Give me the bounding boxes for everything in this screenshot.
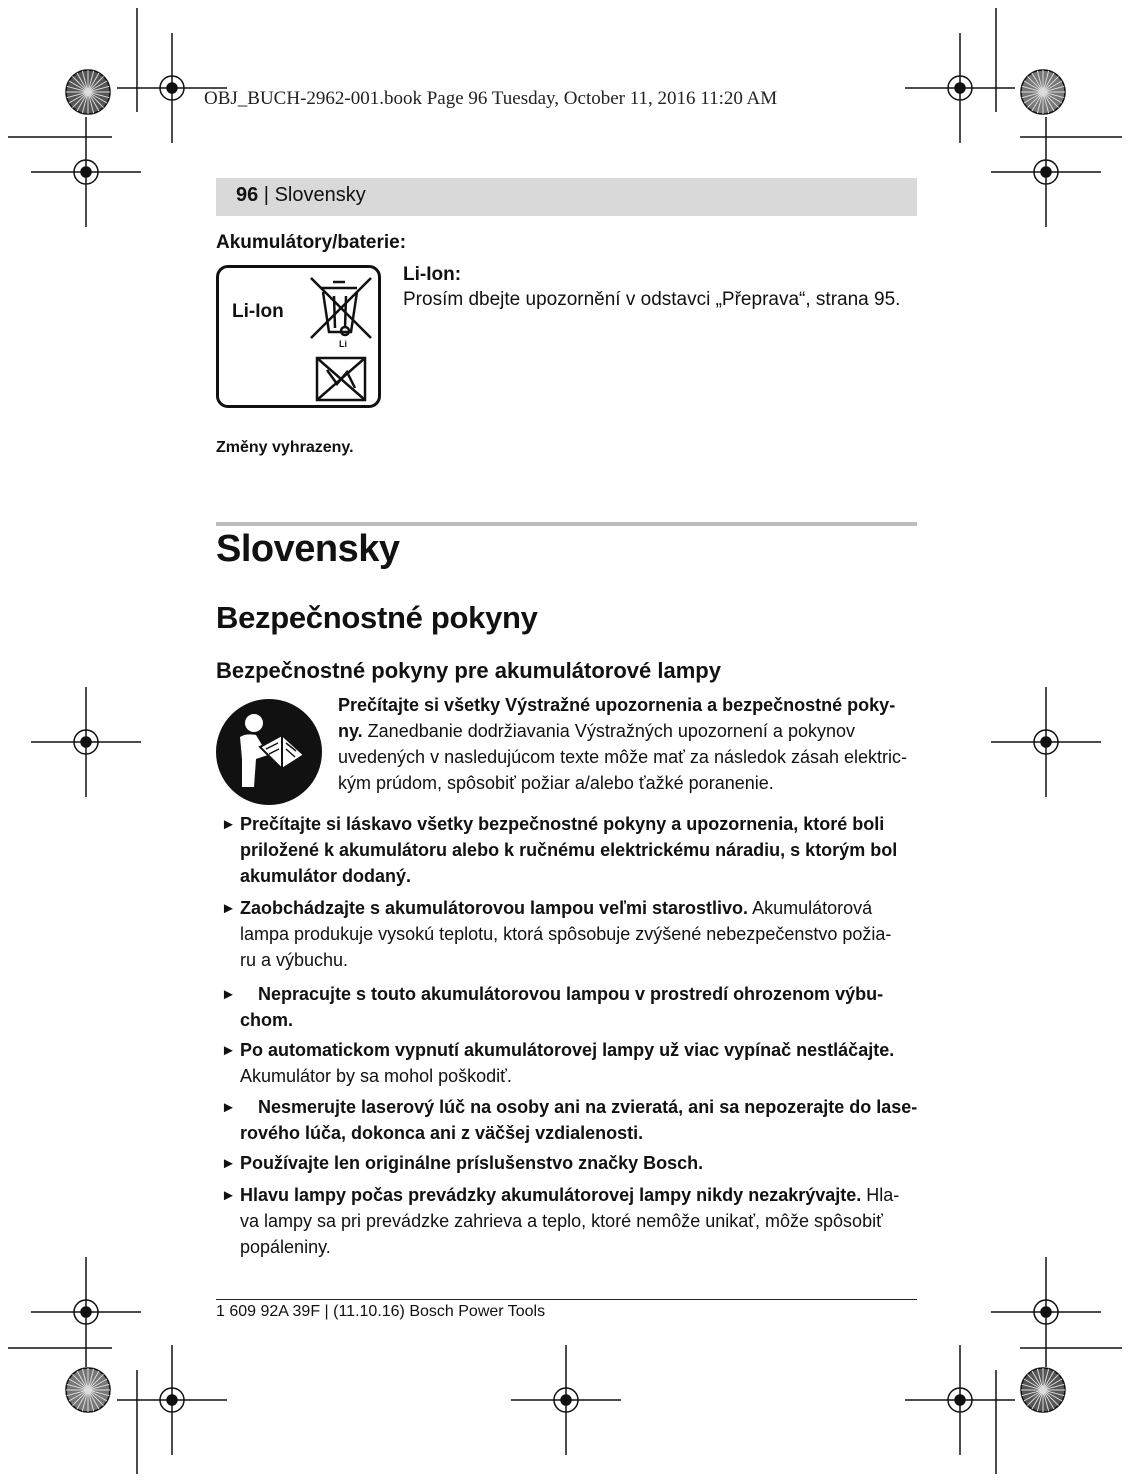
bold-text: rového lúča, dokonca ani z väčšej vzdialenosti. bbox=[240, 1123, 644, 1143]
page-title: Slovensky bbox=[216, 528, 400, 570]
batteries-heading: Akumulátory/baterie: bbox=[216, 232, 407, 253]
list-item-line bbox=[258, 1097, 917, 1118]
body-text: lampa produkuje vysokú teplotu, ktorá spôsobuje zvýšené nebezpečenstvo požia- bbox=[240, 924, 892, 944]
bullet-arrow-icon: ► bbox=[221, 816, 236, 833]
body-text: Hla- bbox=[861, 1185, 900, 1205]
intro-line bbox=[338, 695, 895, 716]
bullet-arrow-icon: ► bbox=[221, 1099, 236, 1116]
list-item-line bbox=[240, 866, 411, 887]
bold-text: chom. bbox=[240, 1010, 294, 1030]
list-item-line bbox=[240, 1211, 883, 1232]
running-header bbox=[236, 184, 366, 207]
disposal-symbol-box bbox=[216, 265, 381, 408]
li-mark: Li bbox=[339, 339, 347, 349]
body-text: Akumulátorová bbox=[748, 898, 873, 918]
list-item-line bbox=[240, 1153, 703, 1174]
liion-heading: Li-Ion: bbox=[403, 264, 462, 285]
section-heading: Bezpečnostné pokyny bbox=[216, 600, 538, 635]
page-number: 96 bbox=[236, 184, 259, 206]
bold-text: Po automatickom vypnutí akumulátorovej lampy už viac vypínač nestláčajte. bbox=[240, 1040, 895, 1060]
bold-text: akumulátor dodaný. bbox=[240, 866, 412, 886]
list-item-line bbox=[240, 950, 348, 971]
bold-text: priložené k akumulátoru alebo k ručnému elektrickému náradiu, s ktorým bol bbox=[240, 840, 898, 860]
bold-text: Zaobchádzajte s akumulátorovou lampou veľmi starostlivo. bbox=[240, 898, 749, 918]
list-item-line bbox=[258, 984, 883, 1005]
body-text: popáleniny. bbox=[240, 1237, 331, 1257]
list-item-line bbox=[240, 1123, 643, 1144]
list-item-line bbox=[240, 814, 884, 835]
bold-text: Nesmerujte laserový lúč na osoby ani na zvieratá, ani sa nepozerajte do lase- bbox=[258, 1097, 918, 1117]
changes-note: Změny vyhrazeny. bbox=[216, 439, 354, 456]
bullet-arrow-icon: ► bbox=[221, 1155, 236, 1172]
body-text: Zanedbanie dodržiavania Výstražných upozornení a pokynov bbox=[362, 721, 855, 741]
section-rule bbox=[216, 522, 917, 526]
body-text: ru a výbuchu. bbox=[240, 950, 349, 970]
bullet-arrow-icon: ► bbox=[221, 900, 236, 917]
print-slug: OBJ_BUCH-2962-001.book Page 96 Tuesday, October 11, 2016 11:20 AM bbox=[204, 88, 778, 109]
header-separator: | bbox=[258, 184, 275, 206]
bold-text: Prečítajte si všetky Výstražné upozornenia a bezpečnostné poky- bbox=[338, 695, 896, 715]
bullet-arrow-icon: ► bbox=[221, 1042, 236, 1059]
list-item-line bbox=[240, 1040, 894, 1061]
list-item-line bbox=[240, 898, 872, 919]
intro-line bbox=[338, 747, 907, 768]
crossed-bin-icon bbox=[303, 272, 379, 404]
body-text: uvedených v nasledujúcom texte môže mať za následok zásah elektric- bbox=[338, 747, 908, 767]
bullet-arrow-icon: ► bbox=[221, 986, 236, 1003]
bold-text: Nepracujte s touto akumulátorovou lampou v prostredí ohrozenom výbu- bbox=[258, 984, 884, 1004]
body-text: Akumulátor by sa mohol poškodiť. bbox=[240, 1066, 512, 1086]
list-item-line bbox=[240, 1066, 512, 1087]
bold-text: Hlavu lampy počas prevádzky akumulátorovej lampy nikdy nezakrývajte. bbox=[240, 1185, 862, 1205]
bold-text: Používajte len originálne príslušenstvo značky Bosch. bbox=[240, 1153, 704, 1173]
list-item-line bbox=[240, 924, 891, 945]
list-item-line bbox=[240, 840, 897, 861]
liion-icon-label: Li-Ion bbox=[232, 301, 284, 322]
liion-text: Prosím dbejte upozornění v odstavci „Přeprava“, strana 95. bbox=[403, 289, 901, 310]
intro-line bbox=[338, 773, 774, 794]
list-item-line bbox=[240, 1237, 331, 1258]
bold-text: Prečítajte si láskavo všetky bezpečnostné pokyny a upozornenia, ktoré boli bbox=[240, 814, 885, 834]
header-section: Slovensky bbox=[274, 184, 366, 206]
page-footer: 1 609 92A 39F | (11.10.16) Bosch Power Tools bbox=[216, 1303, 546, 1320]
footer-rule bbox=[216, 1299, 917, 1300]
bullet-arrow-icon: ► bbox=[221, 1187, 236, 1204]
subsection-heading: Bezpečnostné pokyny pre akumulátorové lampy bbox=[216, 658, 721, 683]
body-text: va lampy sa pri prevádzke zahrieva a teplo, ktoré nemôže unikať, môže spôsobiť bbox=[240, 1211, 883, 1231]
read-manual-icon bbox=[216, 699, 322, 805]
body-text: kým prúdom, spôsobiť požiar a/alebo ťažké poranenie. bbox=[338, 773, 774, 793]
bold-text: ny. bbox=[338, 721, 363, 741]
intro-line bbox=[338, 721, 855, 742]
list-item-line bbox=[240, 1185, 899, 1206]
list-item-line bbox=[240, 1010, 293, 1031]
